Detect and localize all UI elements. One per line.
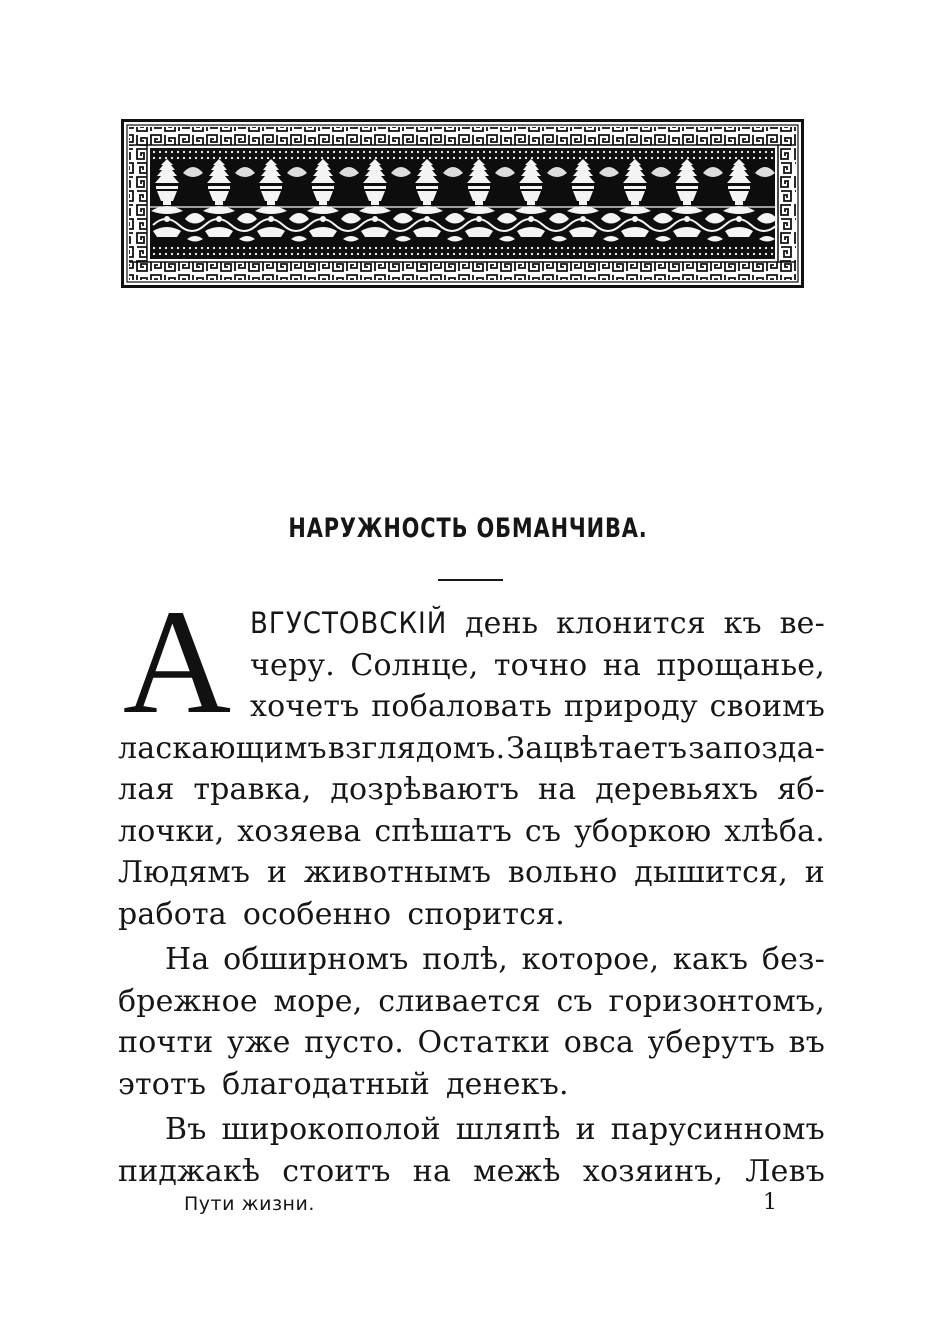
word: уберутъ bbox=[647, 1025, 776, 1060]
text-line bbox=[118, 603, 825, 645]
word: хозяинъ, bbox=[582, 1153, 724, 1189]
word: Остатки bbox=[417, 1025, 551, 1060]
word: вольно bbox=[507, 855, 618, 890]
drop-cap-letter: А bbox=[122, 604, 232, 720]
word: уже bbox=[227, 1025, 291, 1060]
word: спорится. bbox=[407, 896, 566, 932]
word: травка, bbox=[193, 772, 312, 807]
word: къ bbox=[723, 606, 762, 641]
word: черу. bbox=[250, 647, 335, 683]
word: овса bbox=[563, 1025, 635, 1060]
running-title: Пути жизни. bbox=[184, 1193, 315, 1215]
text-line bbox=[118, 1151, 825, 1193]
signature-mark: 1 bbox=[763, 1190, 777, 1215]
text-line bbox=[118, 939, 825, 981]
text-line bbox=[118, 728, 825, 770]
ornamental-headpiece bbox=[121, 119, 804, 290]
word: взглядомъ. bbox=[327, 730, 506, 766]
title-rule bbox=[438, 579, 503, 581]
word: побаловать bbox=[371, 689, 553, 724]
word: пиджакѣ bbox=[118, 1153, 261, 1189]
word: уборкою bbox=[574, 813, 712, 849]
word: на bbox=[602, 647, 642, 683]
word: на bbox=[412, 1153, 452, 1189]
word: межѣ bbox=[473, 1153, 561, 1189]
word: деревьяхъ bbox=[595, 772, 759, 807]
word: благодатный bbox=[222, 1066, 430, 1102]
text-line bbox=[118, 811, 825, 853]
word: денекъ. bbox=[445, 1066, 569, 1102]
word: въ bbox=[788, 1025, 825, 1060]
word: съ bbox=[556, 983, 593, 1019]
text-line bbox=[118, 645, 825, 687]
word: ласкающимъ bbox=[118, 730, 327, 766]
word: какъ bbox=[672, 942, 749, 977]
word: без- bbox=[761, 942, 825, 977]
text-line bbox=[118, 769, 825, 811]
word: этотъ bbox=[118, 1066, 207, 1102]
word: парусинномъ bbox=[610, 1112, 825, 1147]
word: Зацвѣтаетъ bbox=[506, 730, 688, 766]
word: хочетъ bbox=[250, 689, 360, 724]
word: широкополой bbox=[221, 1112, 441, 1147]
text-line bbox=[118, 894, 825, 936]
word: спѣшатъ bbox=[374, 813, 513, 849]
text-line bbox=[118, 852, 825, 894]
word: лочки, bbox=[118, 813, 225, 849]
word: брежное bbox=[118, 983, 258, 1019]
chapter-title: НАРУЖНОСТЬ ОБМАНЧИВА. bbox=[288, 513, 648, 544]
word: животнымъ bbox=[303, 855, 492, 890]
word: яб- bbox=[777, 772, 825, 807]
headpiece-ornament-graphic bbox=[121, 119, 804, 290]
word: море, bbox=[273, 983, 363, 1019]
word: природу bbox=[563, 689, 698, 724]
word: ве- bbox=[779, 606, 825, 641]
word: и bbox=[804, 855, 825, 890]
word: и bbox=[266, 855, 288, 890]
word: Въ bbox=[165, 1112, 207, 1147]
word: шляпѣ bbox=[455, 1112, 561, 1147]
word: запозда- bbox=[688, 730, 825, 766]
word: На bbox=[165, 942, 210, 977]
word: на bbox=[538, 772, 577, 807]
word: своимъ bbox=[709, 689, 825, 724]
word: клонится bbox=[556, 606, 706, 641]
body-text bbox=[118, 603, 825, 1192]
word: и bbox=[575, 1112, 596, 1147]
word: почти bbox=[118, 1025, 214, 1060]
word: стоитъ bbox=[282, 1153, 391, 1189]
word: работа bbox=[118, 896, 227, 932]
text-line bbox=[118, 1109, 825, 1151]
word: Солнце, bbox=[350, 647, 479, 683]
text-line bbox=[118, 1022, 825, 1064]
word: прощанье, bbox=[656, 647, 825, 683]
word: Левъ bbox=[745, 1153, 825, 1189]
word: обширномъ bbox=[223, 942, 409, 977]
text-line bbox=[118, 686, 825, 728]
word: дозрѣваютъ bbox=[330, 772, 520, 807]
word: день bbox=[464, 606, 539, 641]
word: полѣ, bbox=[422, 942, 508, 977]
word: лая bbox=[118, 772, 175, 807]
word: хлѣба. bbox=[724, 813, 825, 849]
word: съ bbox=[524, 813, 562, 849]
word: ВГУСТОВСКIЙ bbox=[250, 606, 448, 640]
word: дышится, bbox=[634, 855, 788, 890]
text-line bbox=[118, 1064, 825, 1106]
word: сливается bbox=[378, 983, 541, 1019]
word: точно bbox=[493, 647, 588, 683]
word: которое, bbox=[521, 942, 660, 977]
word: горизонтомъ, bbox=[608, 983, 825, 1019]
word: пусто. bbox=[304, 1025, 404, 1060]
text-line bbox=[118, 981, 825, 1023]
word: особенно bbox=[242, 896, 392, 932]
word: хозяева bbox=[237, 813, 362, 849]
word: Людямъ bbox=[118, 855, 251, 890]
